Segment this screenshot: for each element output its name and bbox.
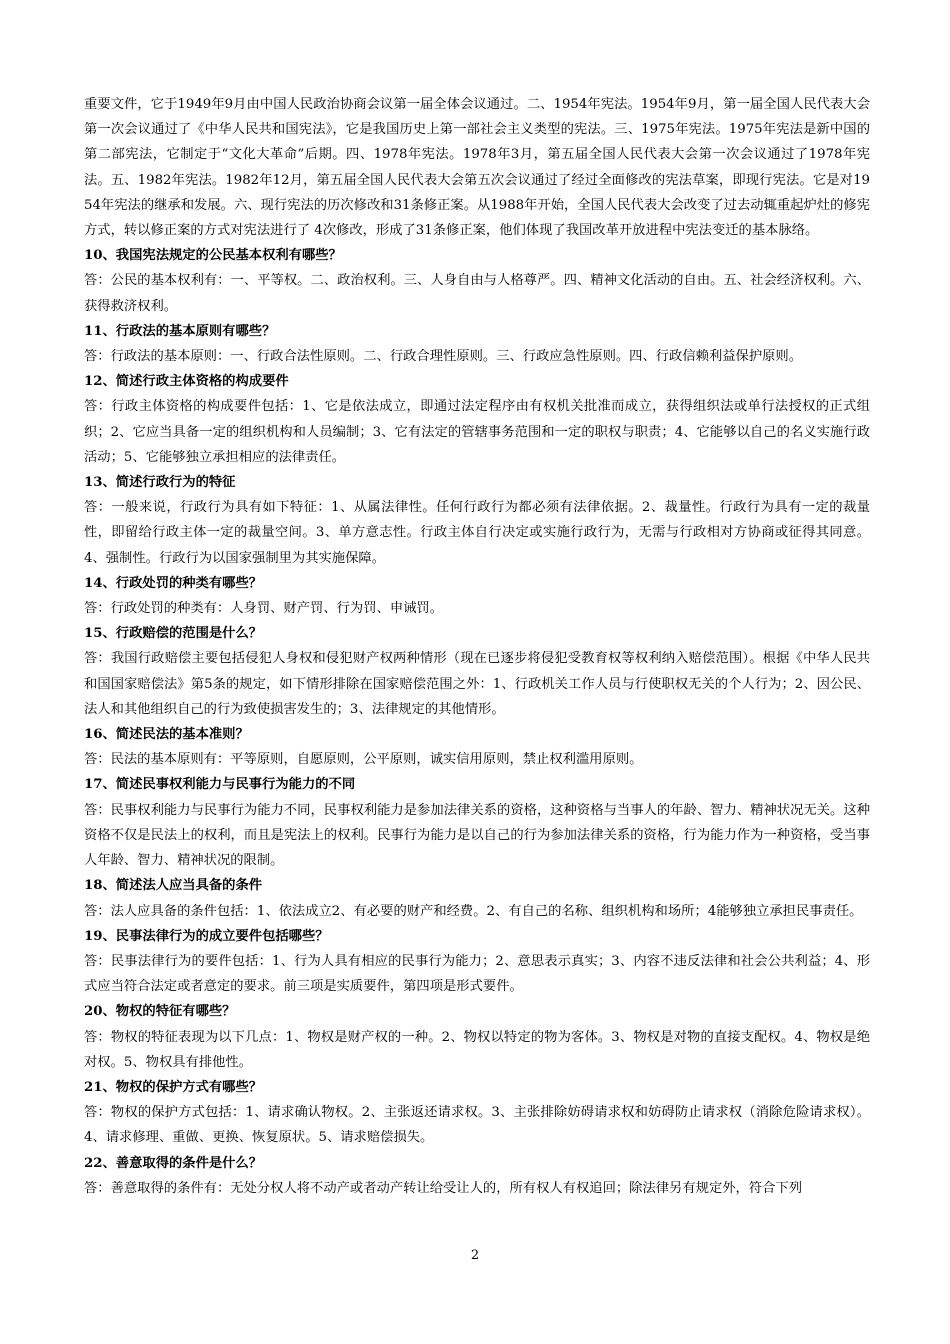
question-22: 22、善意取得的条件是什么？ bbox=[84, 1155, 263, 1171]
question-18: 18、简述法人应当具备的条件 bbox=[84, 878, 263, 894]
question-19: 19、民事法律行为的成立要件包括哪些？ bbox=[84, 928, 329, 944]
document-body bbox=[84, 92, 870, 1201]
question-15: 15、行政赔偿的范围是什么？ bbox=[84, 626, 263, 642]
page-number: 2 bbox=[470, 1248, 480, 1263]
answer-11: 答：行政法的基本原则：一、行政合法性原则。二、行政合理性原则。三、行政应急性原则。四、行政信赖利益保护原则。 bbox=[84, 349, 803, 365]
question-12: 12、简述行政主体资格的构成要件 bbox=[84, 374, 289, 390]
answer-16: 答：民法的基本原则有：平等原则，自愿原则，公平原则，诚实信用原则，禁止权利滥用原则。 bbox=[84, 752, 643, 768]
intro-paragraph: 重要文件，它于1949年9月由中国人民政治协商会议第一届全体会议通过。二、1954年宪法。1954年9月，第一届全国人民代表大会第一次会议通过了《中华人民共和国宪法》，它是我国历史上第一部社会主义类型的宪法。三、1975年宪法。1975年宪法是新中国的第二部宪法，它制定于“文化大革命”后期。四、1978年宪法。1978年3月，第五届全国人民代表大会第一次会议通过了1978年宪法。五、1982年宪法。1982年12月，第五届全国人民代表大会第五次会议通过了经过全面修改的宪法草案，即现行宪法。它是对1954年宪法的继承和发展。六、现行宪法的历次修改和31条修正案。从1988年开始，全国人民代表大会改变了过去动辄重起炉灶的修宪方式，转以修正案的方式对宪法进行了 4次修改，形成了31条修正案，他们体现了我国改革开放进程中宪法变迁的基本脉络。 bbox=[84, 97, 870, 239]
answer-18: 答：法人应具备的条件包括：1、依法成立2、有必要的财产和经费。2、有自己的名称、组织机构和场所；4能够独立承担民事责任。 bbox=[84, 903, 863, 919]
answer-19: 答：民事法律行为的要件包括：1、行为人具有相应的民事行为能力；2、意思表示真实；3、内容不违反法律和社会公共利益；4、形式应当符合法定或者意定的要求。前三项是实质要件，第四项是形式要件。 bbox=[84, 953, 870, 995]
answer-22: 答：善意取得的条件有：无处分权人将不动产或者动产转让给受让人的，所有权人有权追回；除法律另有规定外，符合下列 bbox=[84, 1180, 803, 1196]
question-10: 10、我国宪法规定的公民基本权利有哪些？ bbox=[84, 248, 342, 264]
question-13: 13、简述行政行为的特征 bbox=[84, 475, 236, 491]
answer-21: 答：物权的保护方式包括：1、请求确认物权。2、主张返还请求权。3、主张排除妨碍请求权和妨碍防止请求权（消除危险请求权）。4、请求修理、重做、更换、恢复原状。5、请求赔偿损失。 bbox=[84, 1105, 870, 1146]
answer-13: 答：一般来说，行政行为具有如下特征：1、从属法律性。任何行政行为都必须有法律依据。2、裁量性。行政行为具有一定的裁量性，即留给行政主体一定的裁量空间。3、单方意志性。行政主体自行决定或实施行政行为，无需与行政相对方协商或征得其同意。4、强制性。行政行为以国家强制里为其实施保障。 bbox=[84, 500, 870, 566]
answer-17: 答：民事权利能力与民事行为能力不同，民事权利能力是参加法律关系的资格，这种资格与当事人的年龄、智力、精神状况无关。这种资格不仅是民法上的权利，而且是宪法上的权利。民事行为能力是以自己的行为参加法律关系的资格，行为能力作为一种资格，受当事人年龄、智力、精神状况的限制。 bbox=[84, 802, 870, 869]
answer-15: 答：我国行政赔偿主要包括侵犯人身权和侵犯财产权两种情形（现在已逐步将侵犯受教育权等权利纳入赔偿范围）。根据《中华人民共和国国家赔偿法》第5条的规定，如下情形排除在国家赔偿范围之外：1、行政机关工作人员与行使职权无关的个人行为；2、因公民、法人和其他组织自己的行为致使损害发生的；3、法律规定的其他情形。 bbox=[84, 651, 870, 717]
question-16: 16、简述民法的基本准则？ bbox=[84, 727, 249, 743]
question-21: 21、物权的保护方式有哪些？ bbox=[84, 1079, 263, 1095]
answer-12: 答：行政主体资格的构成要件包括：1、它是依法成立，即通过法定程序由有权机关批准而成立，获得组织法或单行法授权的正式组织；2、它应当具备一定的组织机构和人员编制；3、它有法定的管辖事务范围和一定的职权与职责；4、它能够以自己的名义实施行政活动；5、它能够独立承担相应的法律责任。 bbox=[84, 399, 870, 465]
answer-20: 答：物权的特征表现为以下几点：1、物权是财产权的一种。2、物权以特定的物为客体。3、物权是对物的直接支配权。4、物权是绝对权。5、物权具有排他性。 bbox=[84, 1029, 870, 1070]
question-11: 11、行政法的基本原则有哪些？ bbox=[84, 323, 276, 339]
answer-10: 答：公民的基本权利有：一、平等权。二、政治权利。三、人身自由与人格尊严。四、精神文化活动的自由。五、社会经济权利。六、获得救济权利。 bbox=[84, 273, 870, 314]
question-14: 14、行政处罚的种类有哪些？ bbox=[84, 575, 263, 591]
question-20: 20、物权的特征有哪些？ bbox=[84, 1004, 236, 1020]
answer-14: 答：行政处罚的种类有：人身罚、财产罚、行为罚、申诫罚。 bbox=[84, 601, 444, 617]
question-17: 17、简述民事权利能力与民事行为能力的不同 bbox=[84, 777, 356, 793]
